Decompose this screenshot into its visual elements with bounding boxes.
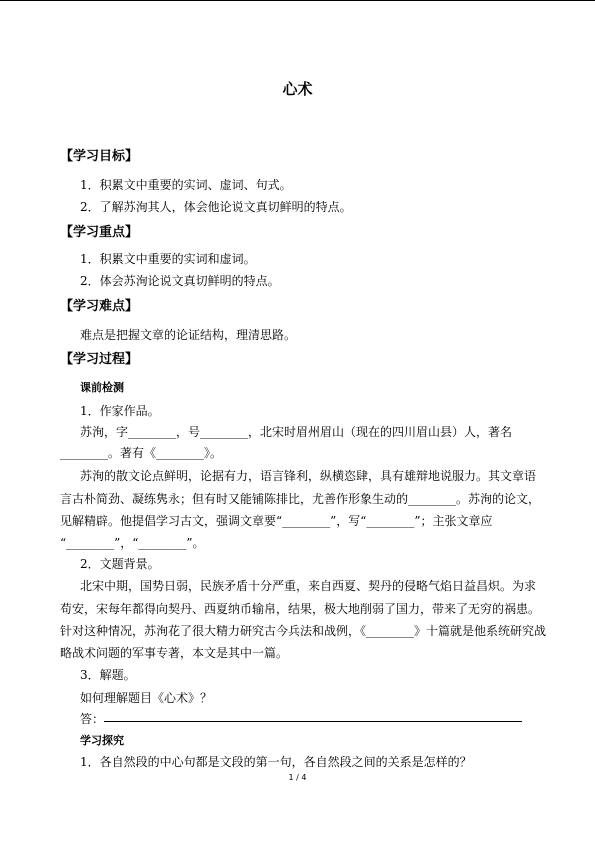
paragraph-line: 言古朴简劲、凝练隽永；但有时又能铺陈排比，尤善作形象生动的________。苏洵的论文，: [60, 492, 541, 506]
paragraph-line: 见解精辟。他提倡学习古文，强调文章要“________”，写“________”；主张文章应: [60, 514, 493, 528]
goal-item: 1．积累文中重要的实词、虚词、句式。: [80, 178, 292, 192]
question-prompt: 如何理解题目《心术》？: [80, 691, 213, 705]
paragraph-line: 针对这种情况，苏洵花了很大精力研究古今兵法和战例，《________》十篇就是他系统研究战: [60, 624, 547, 638]
answer-line: [104, 721, 522, 722]
paragraph-line: “________”，“________”。: [60, 536, 205, 550]
question-title: 1．作家作品。: [80, 404, 160, 418]
heading-goals: 【学习目标】: [60, 149, 139, 164]
difficulty-text: 难点是把握文章的论证结构，理清思路。: [80, 328, 297, 342]
paragraph-line: 北宋中期，国势日弱，民族矛盾十分严重，来自西夏、契丹的侵略气焰日益昌炽。为求: [80, 579, 537, 593]
paragraph-line: 苏洵，字________，号________，北宋时眉州眉山（现在的四川眉山县）人，著名: [80, 425, 513, 439]
page-title: 心术: [282, 80, 313, 98]
subheading-pre-check: 课前检测: [80, 381, 124, 394]
heading-difficulty: 【学习难点】: [60, 299, 139, 314]
heading-key: 【学习重点】: [60, 225, 139, 240]
paragraph-line: ________。著有《________》。: [60, 446, 223, 460]
top-rule: [0, 0, 595, 1]
key-item: 2．体会苏洵论说文真切鲜明的特点。: [80, 274, 280, 288]
paragraph-line: 苟安，宋每年都得向契丹、西夏纳币输帛，结果，极大地削弱了国力，带来了无穷的祸患。: [60, 602, 541, 616]
subheading-explore: 学习探究: [80, 734, 124, 747]
paragraph-line: 苏洵的散文论点鲜明，论据有力，语言锋利，纵横恣肆，具有雄辩地说服力。其文章语: [80, 469, 537, 483]
question-title: 3．解题。: [80, 668, 136, 682]
question-title: 1．各自然段的中心句都是文段的第一句，各自然段之间的关系是怎样的？: [80, 755, 472, 769]
question-title: 2．文题背景。: [80, 557, 160, 571]
key-item: 1．积累文中重要的实词和虚词。: [80, 252, 256, 266]
paragraph-line: 略战术问题的军事专著，本文是其中一篇。: [60, 646, 289, 660]
goal-item: 2．了解苏洵其人，体会他论说文真切鲜明的特点。: [80, 200, 352, 214]
page-number: 1 / 4: [288, 773, 307, 782]
answer-label: 答：: [80, 712, 105, 726]
heading-process: 【学习过程】: [60, 352, 139, 367]
